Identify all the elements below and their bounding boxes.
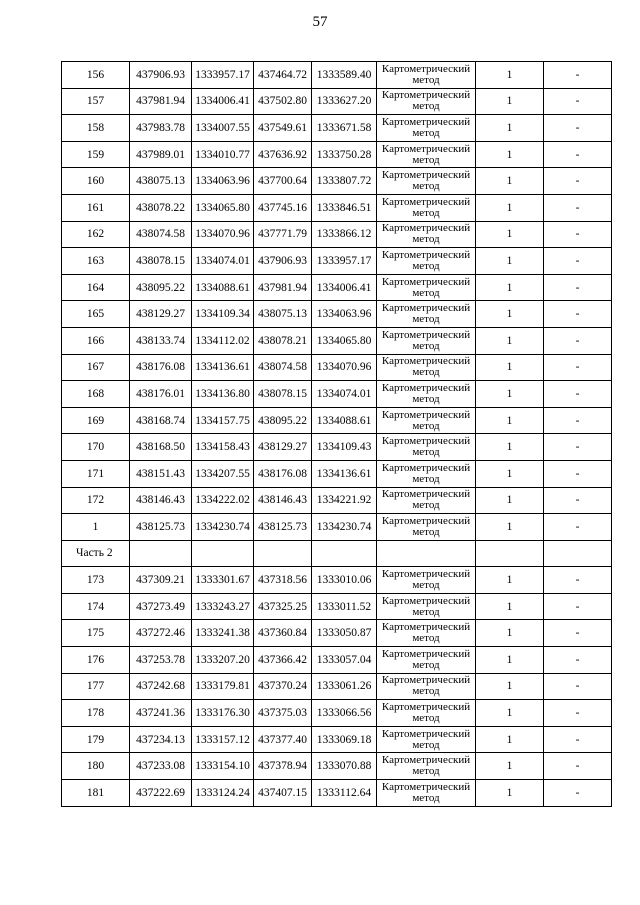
table-row [62, 354, 612, 381]
x-new-cell: 437407.15 [254, 780, 312, 807]
x-old-cell: 437273.49 [130, 593, 192, 620]
y-old-cell: 1334010.77 [192, 141, 254, 168]
method-cell: Картометрический метод [377, 753, 476, 780]
precision-cell: 1 [476, 726, 544, 753]
x-new-cell: 437981.94 [254, 274, 312, 301]
note-cell: - [544, 327, 612, 354]
precision-cell: 1 [476, 168, 544, 195]
y-old-cell: 1334207.55 [192, 460, 254, 487]
note-cell: - [544, 274, 612, 301]
point-number-cell: 159 [62, 141, 130, 168]
y-new-cell: 1334221.92 [312, 487, 377, 514]
y-old-cell: 1333241.38 [192, 620, 254, 647]
precision-cell: 1 [476, 407, 544, 434]
y-new-cell: 1333589.40 [312, 62, 377, 89]
x-new-cell: 437771.79 [254, 221, 312, 248]
x-new-cell: 437906.93 [254, 248, 312, 275]
method-cell: Картометрический метод [377, 460, 476, 487]
y-new-cell: 1333112.64 [312, 780, 377, 807]
x-old-cell: 437981.94 [130, 88, 192, 115]
precision-cell: 1 [476, 354, 544, 381]
precision-cell: 1 [476, 514, 544, 541]
empty-cell [130, 540, 192, 567]
y-old-cell: 1333157.12 [192, 726, 254, 753]
method-cell: Картометрический метод [377, 301, 476, 328]
table-row [62, 647, 612, 674]
y-old-cell: 1334088.61 [192, 274, 254, 301]
table-row [62, 88, 612, 115]
note-cell: - [544, 88, 612, 115]
method-cell: Картометрический метод [377, 381, 476, 408]
point-number-cell: 158 [62, 115, 130, 142]
empty-cell [544, 540, 612, 567]
point-number-cell: 1 [62, 514, 130, 541]
precision-cell: 1 [476, 88, 544, 115]
point-number-cell: 156 [62, 62, 130, 89]
page-number: 57 [312, 14, 328, 30]
method-cell: Картометрический метод [377, 221, 476, 248]
note-cell: - [544, 62, 612, 89]
table-row [62, 620, 612, 647]
x-old-cell: 438168.50 [130, 434, 192, 461]
x-old-cell: 437309.21 [130, 567, 192, 594]
empty-cell [312, 540, 377, 567]
method-cell: Картометрический метод [377, 726, 476, 753]
x-old-cell: 437234.13 [130, 726, 192, 753]
method-cell: Картометрический метод [377, 141, 476, 168]
y-old-cell: 1334230.74 [192, 514, 254, 541]
table-row [62, 726, 612, 753]
y-old-cell: 1334136.61 [192, 354, 254, 381]
note-cell: - [544, 141, 612, 168]
note-cell: - [544, 487, 612, 514]
y-old-cell: 1334222.02 [192, 487, 254, 514]
note-cell: - [544, 381, 612, 408]
method-cell: Картометрический метод [377, 327, 476, 354]
table-row [62, 141, 612, 168]
method-cell: Картометрический метод [377, 780, 476, 807]
point-number-cell: 170 [62, 434, 130, 461]
x-old-cell: 437242.68 [130, 673, 192, 700]
precision-cell: 1 [476, 274, 544, 301]
y-old-cell: 1333179.81 [192, 673, 254, 700]
point-number-cell: 171 [62, 460, 130, 487]
point-number-cell: 162 [62, 221, 130, 248]
y-new-cell: 1334006.41 [312, 274, 377, 301]
table-row [62, 567, 612, 594]
y-new-cell: 1334230.74 [312, 514, 377, 541]
y-new-cell: 1334074.01 [312, 381, 377, 408]
y-old-cell: 1334070.96 [192, 221, 254, 248]
point-number-cell: 175 [62, 620, 130, 647]
table-row [62, 514, 612, 541]
coordinates-table [61, 61, 612, 807]
x-new-cell: 437318.56 [254, 567, 312, 594]
x-new-cell: 437375.03 [254, 700, 312, 727]
x-new-cell: 438078.21 [254, 327, 312, 354]
method-cell: Картометрический метод [377, 647, 476, 674]
y-new-cell: 1333846.51 [312, 194, 377, 221]
note-cell: - [544, 780, 612, 807]
precision-cell: 1 [476, 381, 544, 408]
point-number-cell: 181 [62, 780, 130, 807]
x-old-cell: 438078.15 [130, 248, 192, 275]
x-old-cell: 437222.69 [130, 780, 192, 807]
empty-cell [192, 540, 254, 567]
x-new-cell: 437378.94 [254, 753, 312, 780]
method-cell: Картометрический метод [377, 62, 476, 89]
x-old-cell: 438129.27 [130, 301, 192, 328]
y-old-cell: 1333207.20 [192, 647, 254, 674]
table-row [62, 194, 612, 221]
y-old-cell: 1334065.80 [192, 194, 254, 221]
y-new-cell: 1333050.87 [312, 620, 377, 647]
y-old-cell: 1333243.27 [192, 593, 254, 620]
table-row [62, 248, 612, 275]
method-cell: Картометрический метод [377, 434, 476, 461]
y-old-cell: 1333301.67 [192, 567, 254, 594]
empty-cell [254, 540, 312, 567]
precision-cell: 1 [476, 301, 544, 328]
point-number-cell: 178 [62, 700, 130, 727]
point-number-cell: 179 [62, 726, 130, 753]
x-new-cell: 438095.22 [254, 407, 312, 434]
table-row [62, 593, 612, 620]
precision-cell: 1 [476, 673, 544, 700]
empty-cell [476, 540, 544, 567]
y-new-cell: 1333671.58 [312, 115, 377, 142]
y-new-cell: 1334065.80 [312, 327, 377, 354]
y-old-cell: 1334157.75 [192, 407, 254, 434]
precision-cell: 1 [476, 221, 544, 248]
method-cell: Картометрический метод [377, 194, 476, 221]
note-cell: - [544, 593, 612, 620]
table-row [62, 780, 612, 807]
table-row [62, 115, 612, 142]
x-old-cell: 438176.08 [130, 354, 192, 381]
y-old-cell: 1334074.01 [192, 248, 254, 275]
note-cell: - [544, 647, 612, 674]
method-cell: Картометрический метод [377, 407, 476, 434]
precision-cell: 1 [476, 248, 544, 275]
part-header-row [62, 540, 612, 567]
x-old-cell: 438176.01 [130, 381, 192, 408]
x-new-cell: 437370.24 [254, 673, 312, 700]
table-row [62, 381, 612, 408]
table-row [62, 673, 612, 700]
table-row [62, 301, 612, 328]
x-old-cell: 438078.22 [130, 194, 192, 221]
note-cell: - [544, 673, 612, 700]
x-old-cell: 437906.93 [130, 62, 192, 89]
point-number-cell: 173 [62, 567, 130, 594]
precision-cell: 1 [476, 460, 544, 487]
x-old-cell: 438125.73 [130, 514, 192, 541]
precision-cell: 1 [476, 62, 544, 89]
x-old-cell: 438168.74 [130, 407, 192, 434]
y-old-cell: 1334063.96 [192, 168, 254, 195]
note-cell: - [544, 514, 612, 541]
table-row [62, 168, 612, 195]
precision-cell: 1 [476, 434, 544, 461]
note-cell: - [544, 407, 612, 434]
precision-cell: 1 [476, 567, 544, 594]
y-new-cell: 1333061.26 [312, 673, 377, 700]
y-old-cell: 1333154.10 [192, 753, 254, 780]
x-old-cell: 437272.46 [130, 620, 192, 647]
x-old-cell: 438075.13 [130, 168, 192, 195]
y-new-cell: 1334109.43 [312, 434, 377, 461]
table-row [62, 62, 612, 89]
y-new-cell: 1333750.28 [312, 141, 377, 168]
point-number-cell: 169 [62, 407, 130, 434]
precision-cell: 1 [476, 141, 544, 168]
precision-cell: 1 [476, 620, 544, 647]
point-number-cell: 160 [62, 168, 130, 195]
note-cell: - [544, 301, 612, 328]
y-old-cell: 1333124.24 [192, 780, 254, 807]
note-cell: - [544, 460, 612, 487]
x-old-cell: 438146.43 [130, 487, 192, 514]
y-old-cell: 1333957.17 [192, 62, 254, 89]
y-new-cell: 1334088.61 [312, 407, 377, 434]
point-number-cell: 167 [62, 354, 130, 381]
table-row [62, 221, 612, 248]
y-new-cell: 1333807.72 [312, 168, 377, 195]
method-cell: Картометрический метод [377, 567, 476, 594]
x-new-cell: 438075.13 [254, 301, 312, 328]
point-number-cell: 168 [62, 381, 130, 408]
x-old-cell: 437989.01 [130, 141, 192, 168]
method-cell: Картометрический метод [377, 593, 476, 620]
note-cell: - [544, 248, 612, 275]
point-number-cell: 180 [62, 753, 130, 780]
y-new-cell: 1333011.52 [312, 593, 377, 620]
point-number-cell: 174 [62, 593, 130, 620]
precision-cell: 1 [476, 647, 544, 674]
table-body [62, 62, 612, 807]
point-number-cell: 177 [62, 673, 130, 700]
point-number-cell: 166 [62, 327, 130, 354]
x-old-cell: 437241.36 [130, 700, 192, 727]
point-number-cell: 157 [62, 88, 130, 115]
x-new-cell: 438146.43 [254, 487, 312, 514]
point-number-cell: 161 [62, 194, 130, 221]
method-cell: Картометрический метод [377, 354, 476, 381]
y-new-cell: 1333866.12 [312, 221, 377, 248]
note-cell: - [544, 753, 612, 780]
y-old-cell: 1334158.43 [192, 434, 254, 461]
note-cell: - [544, 726, 612, 753]
point-number-cell: 164 [62, 274, 130, 301]
note-cell: - [544, 168, 612, 195]
x-new-cell: 437745.16 [254, 194, 312, 221]
note-cell: - [544, 115, 612, 142]
note-cell: - [544, 620, 612, 647]
precision-cell: 1 [476, 327, 544, 354]
y-new-cell: 1334070.96 [312, 354, 377, 381]
x-new-cell: 437700.64 [254, 168, 312, 195]
point-number-cell: 165 [62, 301, 130, 328]
x-new-cell: 437325.25 [254, 593, 312, 620]
x-new-cell: 437636.92 [254, 141, 312, 168]
note-cell: - [544, 434, 612, 461]
y-new-cell: 1334063.96 [312, 301, 377, 328]
x-new-cell: 437464.72 [254, 62, 312, 89]
x-new-cell: 438078.15 [254, 381, 312, 408]
x-old-cell: 437983.78 [130, 115, 192, 142]
x-new-cell: 437360.84 [254, 620, 312, 647]
method-cell: Картометрический метод [377, 115, 476, 142]
precision-cell: 1 [476, 194, 544, 221]
x-new-cell: 438176.08 [254, 460, 312, 487]
point-number-cell: 163 [62, 248, 130, 275]
table-row [62, 274, 612, 301]
method-cell: Картометрический метод [377, 620, 476, 647]
y-new-cell: 1334136.61 [312, 460, 377, 487]
x-new-cell: 438125.73 [254, 514, 312, 541]
method-cell: Картометрический метод [377, 248, 476, 275]
precision-cell: 1 [476, 487, 544, 514]
y-old-cell: 1334006.41 [192, 88, 254, 115]
method-cell: Картометрический метод [377, 168, 476, 195]
x-old-cell: 437253.78 [130, 647, 192, 674]
y-old-cell: 1334136.80 [192, 381, 254, 408]
x-new-cell: 438074.58 [254, 354, 312, 381]
precision-cell: 1 [476, 780, 544, 807]
x-old-cell: 437233.08 [130, 753, 192, 780]
x-new-cell: 437502.80 [254, 88, 312, 115]
y-old-cell: 1333176.30 [192, 700, 254, 727]
y-new-cell: 1333957.17 [312, 248, 377, 275]
method-cell: Картометрический метод [377, 88, 476, 115]
table-row [62, 460, 612, 487]
x-old-cell: 438074.58 [130, 221, 192, 248]
y-new-cell: 1333627.20 [312, 88, 377, 115]
table-row [62, 407, 612, 434]
x-old-cell: 438095.22 [130, 274, 192, 301]
y-old-cell: 1334112.02 [192, 327, 254, 354]
x-new-cell: 437549.61 [254, 115, 312, 142]
y-new-cell: 1333057.04 [312, 647, 377, 674]
y-new-cell: 1333069.18 [312, 726, 377, 753]
note-cell: - [544, 700, 612, 727]
method-cell: Картометрический метод [377, 673, 476, 700]
precision-cell: 1 [476, 115, 544, 142]
y-new-cell: 1333070.88 [312, 753, 377, 780]
x-new-cell: 438129.27 [254, 434, 312, 461]
method-cell: Картометрический метод [377, 514, 476, 541]
note-cell: - [544, 567, 612, 594]
x-new-cell: 437366.42 [254, 647, 312, 674]
table-row [62, 753, 612, 780]
table-row [62, 327, 612, 354]
y-old-cell: 1334007.55 [192, 115, 254, 142]
y-new-cell: 1333066.56 [312, 700, 377, 727]
x-new-cell: 437377.40 [254, 726, 312, 753]
table-row [62, 434, 612, 461]
precision-cell: 1 [476, 593, 544, 620]
empty-cell [377, 540, 476, 567]
x-old-cell: 438151.43 [130, 460, 192, 487]
table-row [62, 487, 612, 514]
x-old-cell: 438133.74 [130, 327, 192, 354]
y-new-cell: 1333010.06 [312, 567, 377, 594]
method-cell: Картометрический метод [377, 487, 476, 514]
method-cell: Картометрический метод [377, 700, 476, 727]
note-cell: - [544, 354, 612, 381]
point-number-cell: 176 [62, 647, 130, 674]
note-cell: - [544, 194, 612, 221]
y-old-cell: 1334109.34 [192, 301, 254, 328]
precision-cell: 1 [476, 700, 544, 727]
note-cell: - [544, 221, 612, 248]
precision-cell: 1 [476, 753, 544, 780]
point-number-cell: 172 [62, 487, 130, 514]
part-label: Часть 2 [62, 540, 130, 567]
table-row [62, 700, 612, 727]
method-cell: Картометрический метод [377, 274, 476, 301]
